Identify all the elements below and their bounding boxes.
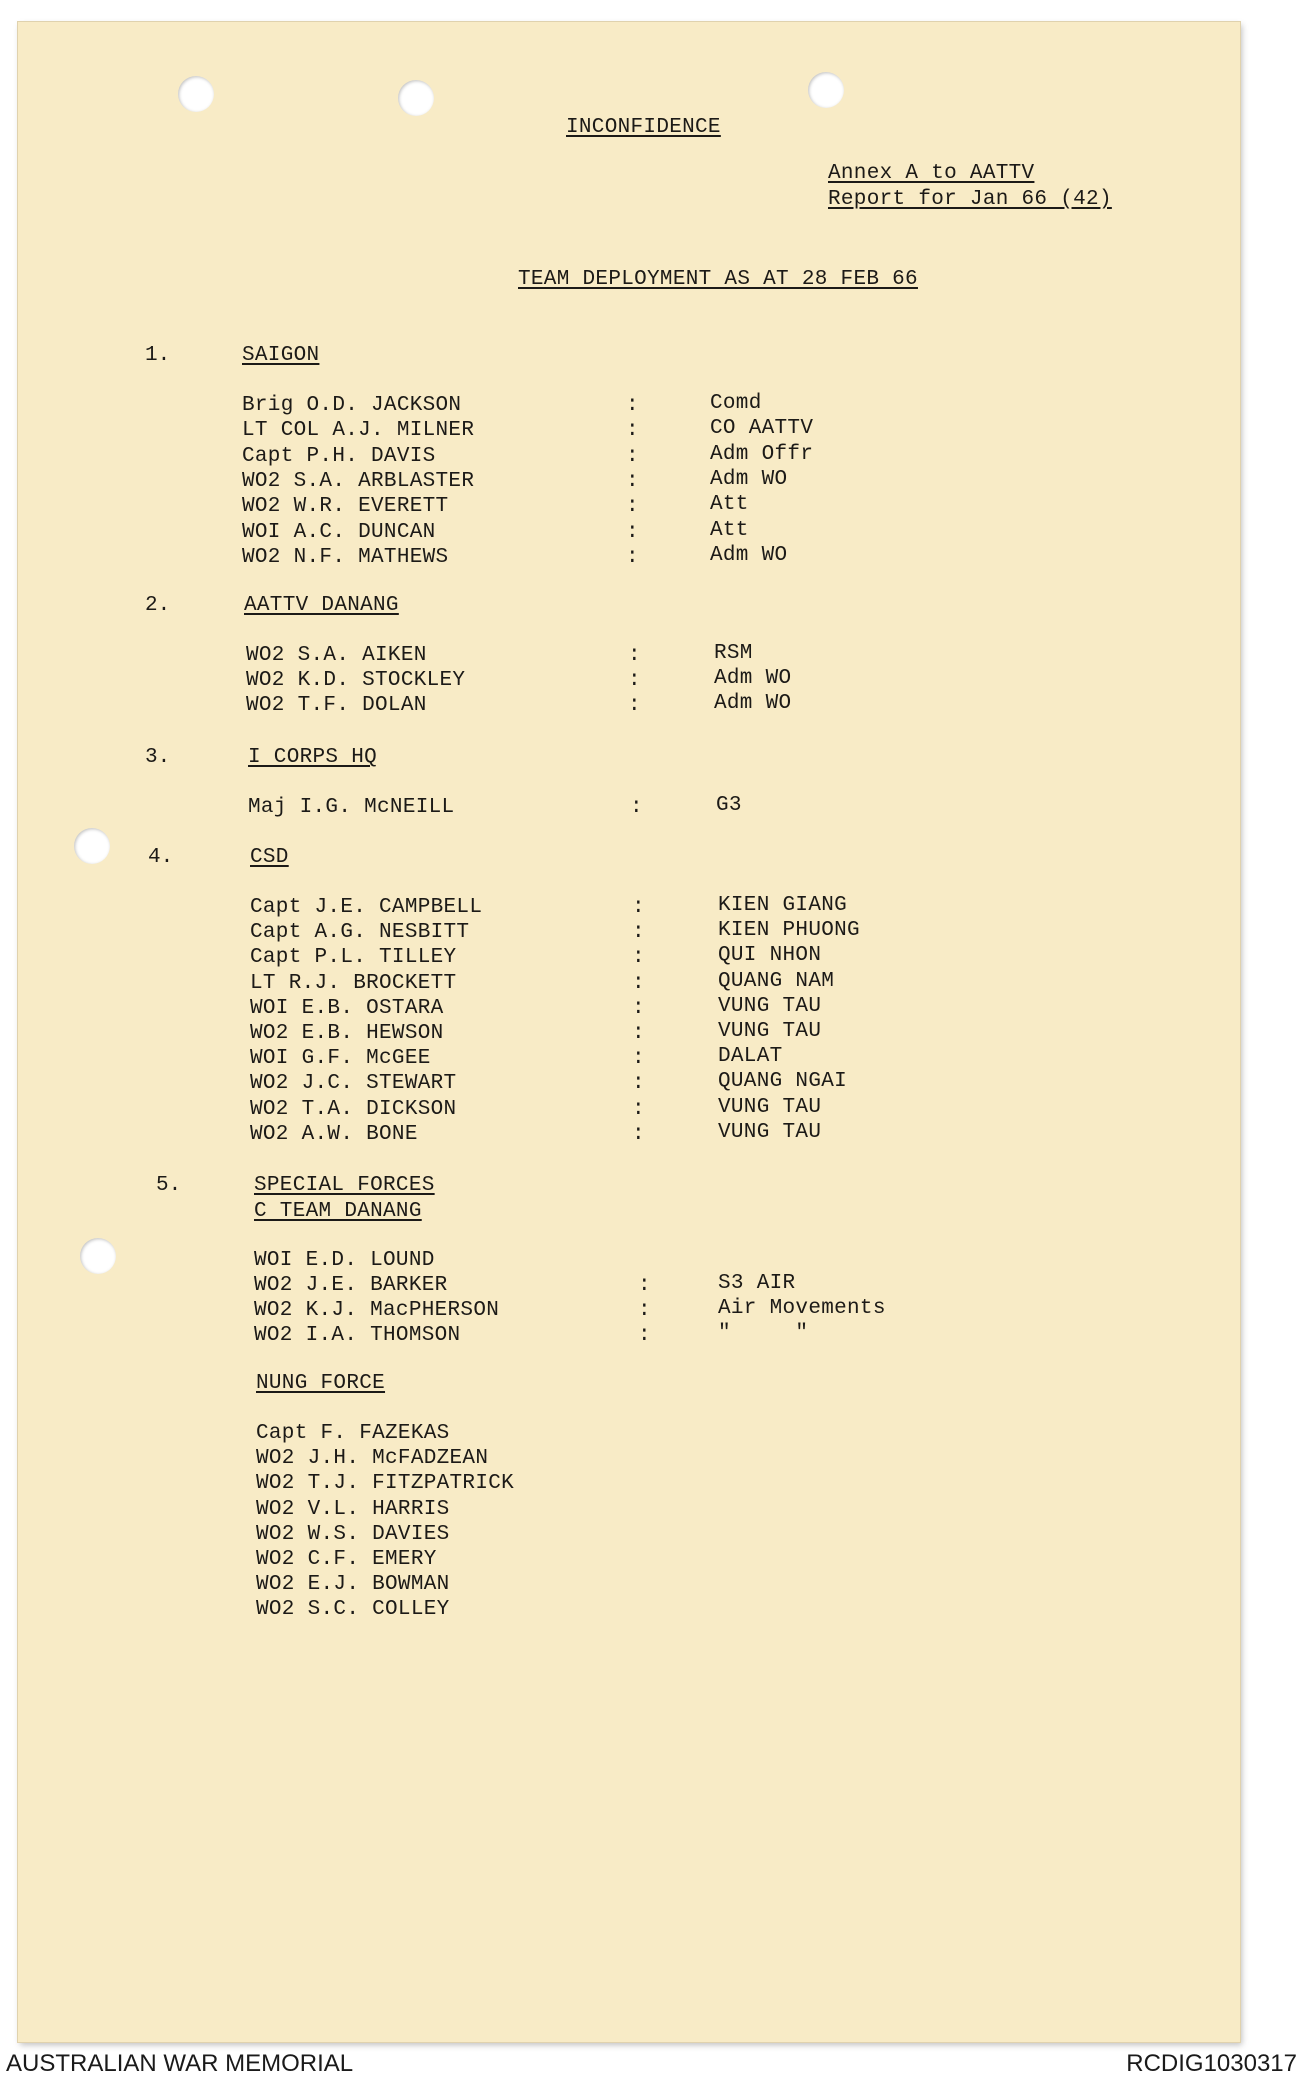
personnel-role: RSM bbox=[714, 642, 753, 665]
separator-colon: : bbox=[632, 896, 645, 919]
personnel-name: WO2 S.A. ARBLASTER bbox=[242, 469, 475, 493]
page-title: TEAM DEPLOYMENT AS AT 28 FEB 66 bbox=[518, 268, 918, 291]
separator-colon: : bbox=[638, 1274, 651, 1297]
separator-colon: : bbox=[632, 921, 645, 945]
personnel-name: LT R.J. BROCKETT bbox=[250, 971, 457, 995]
punch-hole bbox=[398, 80, 434, 116]
personnel-name: WO2 S.A. AIKEN bbox=[246, 644, 427, 667]
personnel-name: Capt J.E. CAMPBELL bbox=[250, 896, 483, 919]
punch-hole bbox=[80, 1238, 116, 1274]
personnel-name: WO2 A.W. BONE bbox=[250, 1122, 418, 1146]
personnel-role: Adm WO bbox=[714, 692, 792, 715]
personnel-name: WO2 E.B. HEWSON bbox=[250, 1022, 444, 1045]
personnel-role: VUNG TAU bbox=[718, 1095, 822, 1119]
personnel-role: CO AATTV bbox=[710, 417, 814, 441]
personnel-name: WO2 J.C. STEWART bbox=[250, 1072, 457, 1096]
separator-colon: : bbox=[630, 796, 643, 819]
separator-colon: : bbox=[632, 1072, 645, 1096]
personnel-name: WO2 W.R. EVERETT bbox=[242, 495, 449, 519]
separator-colon: : bbox=[626, 394, 639, 417]
personnel-name: WO2 T.F. DOLAN bbox=[246, 694, 427, 717]
personnel-name: WO2 E.J. BOWMAN bbox=[256, 1573, 450, 1597]
personnel-role: VUNG TAU bbox=[718, 1020, 822, 1043]
personnel-role: KIEN PHUONG bbox=[718, 919, 860, 943]
separator-colon: : bbox=[628, 694, 641, 717]
personnel-name: WO2 T.A. DICKSON bbox=[250, 1097, 457, 1121]
punch-hole bbox=[178, 76, 214, 112]
personnel-role: KIEN GIANG bbox=[718, 894, 848, 917]
personnel-name: WO2 K.J. MacPHERSON bbox=[254, 1299, 500, 1322]
personnel-name: WO2 V.L. HARRIS bbox=[256, 1497, 450, 1521]
separator-colon: : bbox=[626, 495, 639, 519]
separator-colon: : bbox=[626, 520, 639, 544]
separator-colon: : bbox=[626, 545, 639, 569]
section-title: I CORPS HQ bbox=[248, 746, 378, 769]
section-number: 2. bbox=[145, 594, 171, 617]
personnel-role: Att bbox=[710, 493, 749, 517]
personnel-name: WO2 K.D. STOCKLEY bbox=[246, 669, 466, 692]
personnel-name: WO2 N.F. MATHEWS bbox=[242, 545, 449, 569]
personnel-name: Capt A.G. NESBITT bbox=[250, 921, 470, 945]
personnel-name: WO2 T.J. FITZPATRICK bbox=[256, 1472, 515, 1496]
footer-record-id: RCDIG1030317 bbox=[1126, 2050, 1297, 2077]
personnel-name: WOI E.D. LOUND bbox=[254, 1249, 435, 1272]
personnel-role: DALAT bbox=[718, 1045, 783, 1069]
separator-colon: : bbox=[638, 1324, 651, 1347]
personnel-name: WOI G.F. McGEE bbox=[250, 1047, 431, 1071]
separator-colon: : bbox=[626, 469, 639, 493]
punch-hole bbox=[808, 72, 844, 108]
personnel-name: Brig O.D. JACKSON bbox=[242, 394, 462, 417]
section-number: 4. bbox=[148, 846, 174, 869]
separator-colon: : bbox=[632, 971, 645, 995]
annex-reference: Annex A to AATTV bbox=[828, 162, 1035, 185]
separator-colon: : bbox=[632, 1097, 645, 1121]
personnel-name: WOI E.B. OSTARA bbox=[250, 996, 444, 1020]
personnel-name: Capt P.H. DAVIS bbox=[242, 444, 436, 468]
personnel-role: Adm Offr bbox=[710, 442, 814, 466]
separator-colon: : bbox=[626, 444, 639, 468]
personnel-role: " " bbox=[718, 1322, 809, 1345]
separator-colon: : bbox=[628, 644, 641, 667]
document-page bbox=[18, 22, 1240, 2042]
personnel-role: S3 AIR bbox=[718, 1272, 796, 1295]
report-reference: Report for Jan 66 (42) bbox=[828, 188, 1112, 211]
personnel-role: Adm WO bbox=[710, 467, 788, 491]
section-title: AATTV DANANG bbox=[244, 594, 399, 617]
punch-hole bbox=[74, 828, 110, 864]
section-subtitle: C TEAM DANANG bbox=[254, 1200, 422, 1223]
personnel-role: QUANG NAM bbox=[718, 969, 835, 993]
section-title: NUNG FORCE bbox=[256, 1372, 386, 1395]
personnel-name: Capt P.L. TILLEY bbox=[250, 946, 457, 970]
personnel-role: QUANG NGAI bbox=[718, 1070, 848, 1094]
personnel-name: LT COL A.J. MILNER bbox=[242, 419, 475, 443]
personnel-name: WO2 S.C. COLLEY bbox=[256, 1598, 450, 1622]
separator-colon: : bbox=[632, 946, 645, 970]
personnel-role: QUI NHON bbox=[718, 944, 822, 968]
separator-colon: : bbox=[632, 1047, 645, 1071]
personnel-name: WO2 I.A. THOMSON bbox=[254, 1324, 461, 1347]
personnel-role: Adm WO bbox=[714, 667, 792, 690]
separator-colon: : bbox=[632, 996, 645, 1020]
personnel-role: G3 bbox=[716, 794, 742, 817]
separator-colon: : bbox=[632, 1022, 645, 1045]
personnel-role: Air Movements bbox=[718, 1297, 886, 1320]
personnel-role: Adm WO bbox=[710, 543, 788, 567]
separator-colon: : bbox=[638, 1299, 651, 1322]
personnel-role: Att bbox=[710, 518, 749, 542]
section-title: SPECIAL FORCES bbox=[254, 1174, 435, 1197]
personnel-name: WOI A.C. DUNCAN bbox=[242, 520, 436, 544]
separator-colon: : bbox=[632, 1122, 645, 1146]
personnel-name: WO2 W.S. DAVIES bbox=[256, 1522, 450, 1546]
personnel-name: WO2 J.H. McFADZEAN bbox=[256, 1447, 489, 1471]
section-title: CSD bbox=[250, 846, 289, 869]
separator-colon: : bbox=[626, 419, 639, 443]
personnel-name: WO2 J.E. BARKER bbox=[254, 1274, 448, 1297]
personnel-name: Capt F. FAZEKAS bbox=[256, 1422, 450, 1445]
separator-colon: : bbox=[628, 669, 641, 692]
section-number: 5. bbox=[156, 1174, 182, 1197]
personnel-role: Comd bbox=[710, 392, 762, 415]
footer-institution: AUSTRALIAN WAR MEMORIAL bbox=[6, 2050, 354, 2077]
classification-heading: INCONFIDENCE bbox=[566, 116, 721, 139]
personnel-name: Maj I.G. McNEILL bbox=[248, 796, 455, 819]
personnel-role: VUNG TAU bbox=[718, 1120, 822, 1144]
section-title: SAIGON bbox=[242, 344, 320, 367]
section-number: 3. bbox=[145, 746, 171, 769]
personnel-role: VUNG TAU bbox=[718, 994, 822, 1018]
section-number: 1. bbox=[145, 344, 171, 367]
personnel-name: WO2 C.F. EMERY bbox=[256, 1548, 437, 1571]
